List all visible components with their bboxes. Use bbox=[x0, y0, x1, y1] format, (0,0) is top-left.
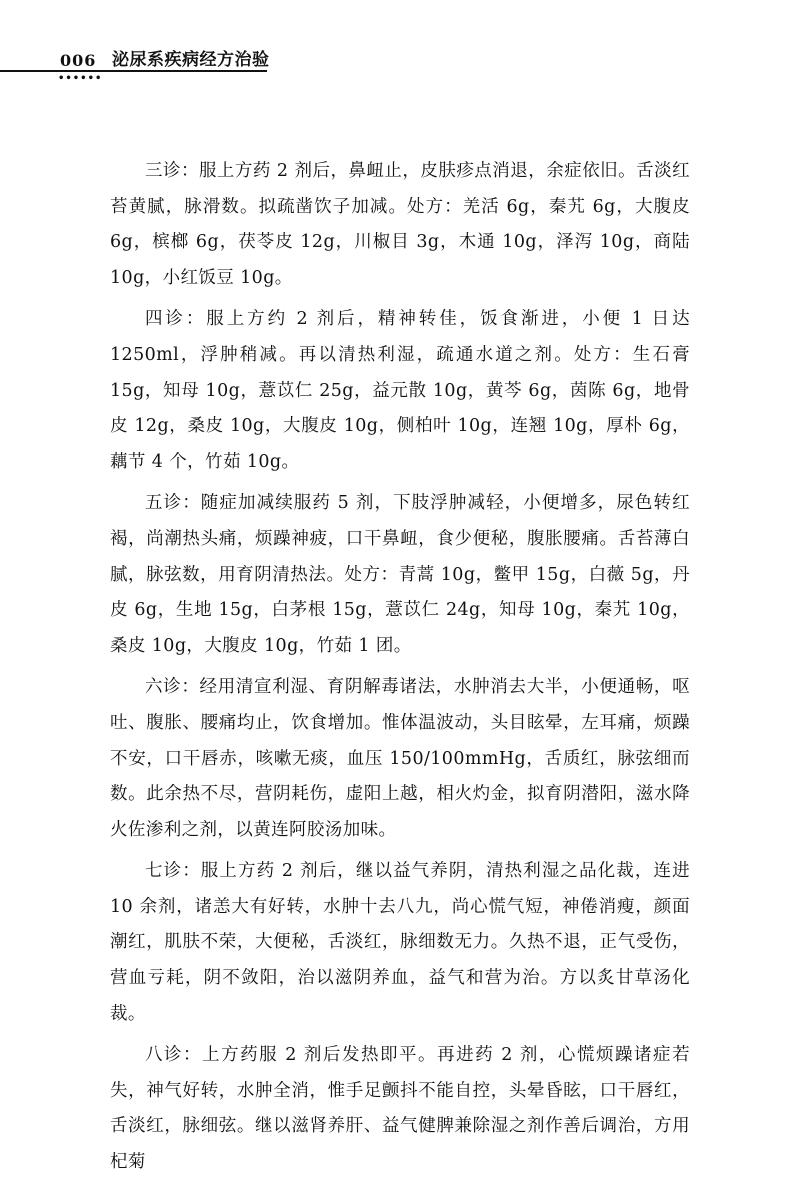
header-rule bbox=[0, 70, 267, 72]
page-header bbox=[0, 0, 800, 90]
paragraph-fifth-visit: 五诊：随症加减续服药 5 剂，下肢浮肿减轻，小便增多，尿色转红褐，尚潮热头痛，烦躁神疲，口干鼻衄，食少便秘，腹胀腰痛。舌苔薄白腻，脉弦数，用育阴清热法。处方：青蒿 10g，鳖甲 15g，白薇 5g，丹皮 6g，生地 15g，白茅根 15g，薏苡仁 24g，知母 10g，秦艽 10g，桑皮 10g，大腹皮 10g，竹茹 1 团。 bbox=[110, 493, 690, 656]
paragraph-seventh-visit: 七诊：服上方药 2 剂后，继以益气养阴，清热利湿之品化裁，连进 10 余剂，诸恙大有好转，水肿十去八九，尚心慌气短，神倦消瘦，颜面潮红，肌肤不荣，大便秘，舌淡红，脉细数无力。久热不退，正气受伤，营血亏耗，阴不敛阳，治以滋阴养血，益气和营为治。方以炙甘草汤化裁。 bbox=[110, 861, 690, 1024]
body-text bbox=[110, 154, 690, 1187]
page-number: 006 bbox=[60, 51, 97, 70]
paragraph-fourth-visit: 四诊：服上方约 2 剂后，精神转佳，饭食渐进，小便 1 日达 1250ml，浮肿稍减。再以清热利湿，疏通水道之剂。处方：生石膏 15g，知母 10g，薏苡仁 25g，益元散 10g，黄芩 6g，茵陈 6g，地骨皮 12g，桑皮 10g，大腹皮 10g，侧柏叶 10g，连翘 10g，厚朴 6g，藕节 4 个，竹茹 10g。 bbox=[110, 309, 690, 472]
header-dots: •••••• bbox=[58, 73, 103, 84]
paragraph-third-visit: 三诊：服上方药 2 剂后，鼻衄止，皮肤疹点消退，余症依旧。舌淡红苔黄腻，脉滑数。拟疏凿饮子加减。处方：羌活 6g，秦艽 6g，大腹皮 6g，槟榔 6g，茯苓皮 12g，川椒目 3g，木通 10g，泽泻 10g，商陆 10g，小红饭豆 10g。 bbox=[110, 161, 690, 288]
paragraph-sixth-visit: 六诊：经用清宣利湿、育阴解毒诸法，水肿消去大半，小便通畅，呕吐、腹胀、腰痛均止，饮食增加。惟体温波动，头目眩晕，左耳痛，烦躁不安，口干唇赤，咳嗽无痰，血压 150/100mmHg，舌质红，脉弦细而数。此余热不尽，营阴耗伤，虚阳上越，相火灼金，拟育阴潜阳，滋水降火佐渗利之剂，以黄连阿胶汤加味。 bbox=[110, 677, 690, 840]
book-title: 泌尿系疾病经方治验 bbox=[112, 50, 270, 70]
paragraph-eighth-visit: 八诊：上方药服 2 剂后发热即平。再进药 2 剂，心慌烦躁诸症若失，神气好转，水肿全消，惟手足颤抖不能自控，头晕昏眩，口干唇红，舌淡红，脉细弦。继以滋肾养肝、益气健脾兼除湿之剂作善后调治，方用杞菊 bbox=[110, 1045, 690, 1173]
